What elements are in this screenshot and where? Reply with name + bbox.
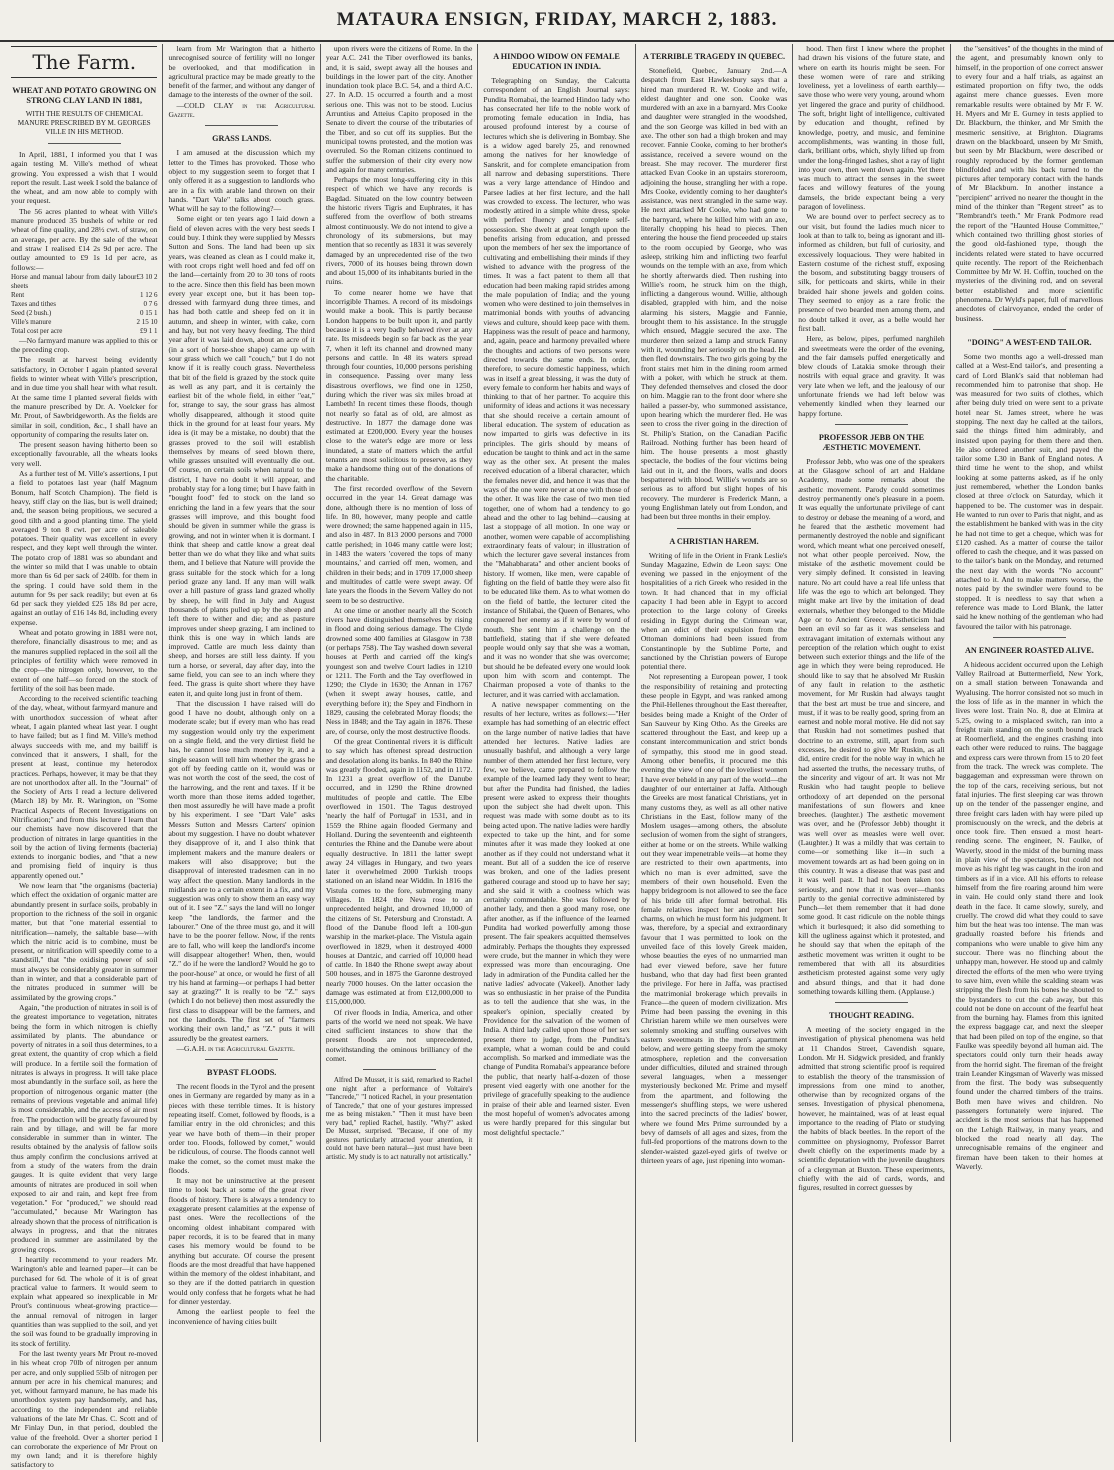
section-title-farm: The Farm. [11, 46, 157, 78]
article-paragraph: learn from Mr Warington that a hitherto unrecognised source of fertility will no longer be overlooked, and that modification in agricultural practice may be made greatly to the benefit of the farmer, and without any danger of damage to the interests of the owner of the soil. [168, 44, 315, 100]
article-paragraph: We are bound over to perfect secrecy as to our visit, but found the ladies much nicer to look at than to talk to, being as ignorant and ill-informed as children, but full of curiosity, and excessively loquacious. They were habited in Eastern costume of the richest stuff, exposing the bosom, and substituting baggy trousers of silk, for petticoats and skirts, while in their braided hair shone jewels and golden coins. They seemed to enjoy as a rare frolic the presence of two bearded men among them, and no doubt talked it over, as a belle would her first ball. [798, 212, 945, 333]
table-row: Taxes and tithes 0 7 6 [11, 299, 158, 308]
article-paragraph: To come nearer home we have that incorrigible Thames. A record of its misdoings would make a book. This is partly because London happens to be built upon it, and partly because it is a very badly behaved river at any rate. Its misdeeds begin so far back as the year 7, when it left its channel and drowned many persons and cattle. In 48 its waters spread through four counties, 10,000 persons perishing in consequence. Passing over many less disastrous overflows, we find one in 1250, during which the river was six miles broad at Lambeth! In recent times these floods, though not nearly so fatal as of old, are almost as destructive. In 1877 the damage done was estimated at £200,000. Every year the houses close to the water's edge are more or less inundated, a state of matters which the artful tenants are most solicitous to preserve, as they make a handsome thing out of the donations of the charitable. [325, 287, 473, 483]
article-credit: —G.A.H. in the Agricultural Gazette. [176, 1043, 295, 1053]
table-row: Horse and manual labour from daily labour sheets £3 10 2 [11, 272, 158, 290]
column-6 [793, 44, 950, 1442]
cost-table [11, 273, 157, 336]
article-paragraph: A native newspaper commenting on the results of her lecture, writes as follows:—"Her example has had something of an electric effect on the large number of native ladies that have attended her lectures. Native ladies are unusually bashful, and although a very large number of them attended her first lecture, very few, we believe, came prepared to follow the example of the learned lady they went to hear; but after the Pundita had finished, the ladies present were asked to express their thoughts upon the subject she had dwelt upon. This request was made with some doubt as to its being acted upon. The native ladies were hardly expected to take up the hint, and for some minutes after it was made they looked at one another as if they could not understand what it meant. But all of a sudden the ice of reserve was broken, and one of the ladies present gathered courage and stood up to have her say; and she said it with a coolness which was certainly commendable. She was followed by another lady, and then a good many rose, one after another, as if the influence of the learned Pundita had worked powerfully among those present. The fair speakers acquitted themselves admirably. Perhaps the thoughts they expressed were crude, but the manner in which they were expressed was more than encouraging. One lady in admiration of the Pundita called her the native ladies' advocate (Vakeel). Another lady was so enthusiastic in her praise of the Pundita as to tell the audience that she was, in the speaker's opinion, specially created by Providence for the salvation of the women of India. A third lady called upon those of her sex present there to judge, from the Pundita's example, what a woman could be and could accomplish. So marked and immediate was the change of Pundita Romabai's appearance before the public, that nearly half-a-dozen of those present vied eagerly with one another for the privilege of gracefully speaking to the audience in praise of their able and learned sister. Even the most hopeful of women's advocates among us were hardly prepared for this singular but most delightful spectacle." [483, 699, 630, 1137]
masthead-title: MATAURA ENSIGN, FRIDAY, MARCH 2, 1883. [336, 9, 778, 30]
article-paragraph: It may not be uninstructive at the present time to look back at some of the great river floods of history. There is always a tendency to exaggerate present calamities at the expense of past ones. Were the recollections of the oncoming oldest inhabitant compared with paper records, it is to be feared that in many cases his memory would be found to be anything but accurate. Of course the present floods are the most dreadful that have happened within the memory of the oldest inhabitant, and so they are if the dotted patriarch in question would only confess that he forgets what he had for dinner yesterday. [168, 1176, 315, 1306]
article-paragraph: upon rivers were the citizens of Rome. In the year A.C. 241 the Tiber overflowed its banks, and, it is said, swept away all the houses and buildings in the lower part of the city. Another inundation took place B.C. 54, and a third A.C. 27. In A.D. 15 occurred a fourth and a most serious one. This was not to be stood. Lucius Arruntius and Atteius Capito proposed in the Senate to divert the course of the tributaries of the Tiber, and so cut off its supplies. But the municipal towns protested, and the motion was overruled. So the Roman citizens continued to suffer the submersion of their city every now and again for many centuries. [325, 44, 473, 174]
article-paragraph: Telegraphing on Sunday, the Calcutta correspondent of an English Journal says: Pundita Romabai, the learned Hindoo lady who has consecrated her life to the noble work of promoting female education in India, has aroused profound interest by a course of lectures which she is delivering in Bombay. She is a widow aged barely 25, and renowned among the natives for her knowledge of Sanskrit, and for complete emancipation from all narrow and debasing superstitions. There was a very large attendance of Hindoo and Parsee ladies at her first lecture, and the hall was crowded to excess. The lecturer, who was modestly attired in a simple white dress, spoke with perfect fluency and complete self-possession. She dwelt at great length upon the benefits arising from education, and pressed upon the members of her sex the importance of cultivating and embellishing their minds if they wished to advance with the progress of the times. It was a fact patent to them all that education had been making rapid strides among the male population of India; and the young women who were destined to join themselves in matrimonial bonds with youths of advancing views and culture, should keep pace with them. Happiness was the result of peace and harmony, and, again, peace and harmony prevailed where the thoughts and actions of two persons were directed towards the same ends. In order, therefore, to secure domestic happiness, which was in itself a great blessing, it was the duty of every female to conform her habits and ways of thinking to that of her partner. To acquire this uniformity of ideas and actions it was necessary that she should receive a certain amount of liberal education. The system of education as now imparted to girls was defective in its principles. The girls should by means of education be taught to think and act in the same way as the other sex. At present the males received education of a liberal character, which the females never did, and hence it was that the ways of the one were never at one with those of the other. It was like the case of two men tied together, one of whom had a tendency to go ahead and the other to lag behind—causing at last a stoppage of all motion. In one way or another, women were capable of accomplishing extraordinary feats of valour; in illustration of which the lecturer gave several instances from the "Mahabharata" and other ancient books of history. If women, like men, were capable of fighting on the field of battle they were also fit to be educated like them. As to what women do on the field of battle, the lecturer cited the instance of Shilabai, the Queen of Benares, who conquered her enemy as if it were by word of mouth. She sent him a challenge on the battlefield, stating that if she were defeated people would only say that she was a woman, and it was no wonder that she was overcome; but should he be defeated every one would look upon him with scorn and contempt. The Chairman proposed a vote of thanks to the lecturer, and it was carried with acclamation. [483, 76, 630, 699]
article-paragraph: The present season having hitherto been so exceptionally favourable, all the wheats looks very well. [11, 440, 158, 468]
article-paragraph: A meeting of the society engaged in the investigation of physical phenomena was held at 11 Chandos Street, Cavendish square, London. Mr H. Sidgwick presided, and frankly admitted that strong scientific proof is required to establish the theory of the transmission of impressions from one mind to another, otherwise than by recognized organs of the senses. Investigation of physical phenomena, however, he maintained, was of at least equal importance to the reading of Plato or studying the habits of black beetles. In the report of the committee on physiognomy, Professor Barret dwelt chiefly on the experiments made by a scientific deputation with the juvenile daughters of a clergyman at Buxton. These experiments, chiefly with the aid of cards, words, and figures, resulted in correct guesses by [798, 1025, 945, 1193]
table-row-total: Total cost per acre £9 1 1 [11, 326, 158, 335]
article-paragraph: Stonefield, Quebec, January 2nd.—A despatch from East Hawkesbury says that a hired man murdered R. W. Cooke and wife, eldest daughter and one son. Cooke was murdered with an axe in a barnyard. Mrs Cooke and daughter were strangled in the woodshed, and the son George was killed in bed with an axe. The other son had a thigh broken and may recover. Fannie Cooke, coming to her brother's assistance, received a severe wound on the breast. She may recover. The murderer first attacked Evan Cooke in an upstairs storeroom, adjoining the house, strangling her with a rope. Mrs Cooke, evidently coming to her daughter's assistance, was next strangled in the same way. He next attacked Mr Cooke, who had gone to the barnyard, where he killed him with an axe, literally chopping his head to pieces. Then entering the house the fiend proceeded up stairs to the room occupied by George, who was asleep, striking him and inflicting two fearful wounds on the temple with an axe, from which he shortly afterwards died. Then rushing into Willie's room, he struck him on the thigh, inflicting a dangerous wound. Willie, although disabled, grappled with him, and the noise alarming his sisters, Maggie and Fannie, brought them to his assistance. In the struggle which ensued, Maggie secured the axe. The murderer then seized a lamp and struck Fanny with it, wounding her seriously on the head. He then fled downstairs. The two girls going by the front stairs met him in the dining room armed with a poker, with which he struck at them. They defended themselves and closed the door on him. Maggie ran to the front door where she hailed a passer-by, who summoned assistance, upon hearing which the murderer fled. He was seen to cross the river going in the direction of St. Philip's Station, on the Canadian Pacific Railroad. Nothing further has been heard of him. The house presents a most ghastly spectacle, the bodies of the four victims being laid out in it, and the floors, walls and doors bespattered with blood. Willie's wounds are so serious as to afford but slight hopes of his recovery. The murderer is Frederick Mann, a young Englishman lately out from London, and had been but three months in their employ. [640, 66, 788, 522]
article-paragraph: A hideous accident occurred upon the Lehigh Valley Railroad at Buttermerfield, New York, on a small station between Tonawanda and Wyalusing. The horror consisted not so much in the loss of life as in the manner in which the lives were lost. Train No. 8, due at Elmira at 5.25, owing to a misplaced switch, ran into a freight train standing on the south bound track at Roomerfield, and the engines crashing into each other were reduced to ruins. The baggage and express cars were thrown from 15 to 20 feet from the track. The wreck was complete. The baggageman and expressman were thrown on the top of the cars, receiving serious, but not fatal injuries. The first sleeping car was thrown up on the tender of the passenger engine, and three freight cars laden with hay were piled up promiscuously on the wreck, and the debris at once took fire. Then ensued a most heart-rending scene. The engineer, N. Faulke, of Waverly, stood in the midst of the burning mass in plain view of the spectators, but could not move as his right leg was caught in the iron and timbers as if in a vice. All his efforts to release himself from the fire roaring around him were in vain. He could only stand there and look death in the face. It came slowly, surely, and cruelly. The crowd did what they could to save him but the heat was too intense. The man was gradually roasted before his friends and companions who were unable to give him any succour. There was no flinching about the unhappy man, however. He stood up and calmly directed the efforts of the men who were trying to save him, even while the scalding steam was stripping the flesh from his bones he shouted to the bystanders to cut the cab away, but this could not be done on account of the fearful heat from the burning hay. Flames from this ignited the express baggage car, and next the sleeper that had been piled on top of the engine, so that Faulke was speedily beyond all human aid. The spectators could only turn their heads away from the horrid sight. The fireman of the freight train Leander Kingsman of Waverly was missed from the first. The body was subsequently found under the charred timbers of the trains. Both men have wives and children. No passengers fortunately were injured. The accident is the most serious that has happened on the Lehigh Railway, in many years, and blocked the road nearly all day. The unrecognisable remains of the engineer and fireman have been taken to their homes at Waverly. [955, 659, 1104, 1171]
article-paragraph: At one time or another nearly all the Scotch rivers have distinguished themselves by rising in flood and doing serious damage. The Clyde drowned some 400 families at Glasgow in 738 (or perhaps 758). The Tay washed down several houses at Perth and carried off the king's youngest son and twelve Court ladies in 1210 or 1211. The Forth and the Tay overflowed in 1290; the Clyde in 1630; the Annan in 1767 (when it swept away houses, cattle, and everything before it); the Spey and Findhorn in 1829, causing the celebrated Moray floods; the Ness in 1848; and the Tay again in 1876. These are, of course, only the most destructive floods. [325, 605, 473, 736]
article-paragraph: Among the earliest people to feel the inconvenience of having cities built [168, 1307, 315, 1326]
divider [205, 1059, 278, 1060]
article-paragraph: For the last twenty years Mr Prout re-moved in his wheat crop 70lb of nitrogen per annum per acre, and only supplied 55lb of nitrogen per annum per acre in his chemical manures; and yet, without farmyard manure, he has made his unorthodox system pay handsomely, and has, according to the independent and reliable valuations of the late Mr Chas. C. Scott and of Mr Finlay Dun, in that period, doubled the value of the freehold. Over a shorter period I can corroborate the experience of Mr Prout on my own land; and it is therefore highly satisfactory to [11, 1348, 158, 1470]
article-paragraph: Wheat and potato growing in 1881 were not, therefore, financially disastrous to me; and as the manures supplied replaced in the soil all the principles of fertility which were removed in the crop—the nitrogen only, however, to the extent of one half—so forced on the stock of fertility of the soil has been made. [11, 628, 158, 693]
headline-hindoo-widow: A HINDOO WIDOW ON FEMALE EDUCATION IN INDIA. [493, 52, 620, 71]
article-paragraph: In April, 1881, I informed you that I was again testing M. Ville's method of wheat growing. You expressed a wish that I would report the result. Last week I sold the balance of the wheat, and am now able to comply with your request. [11, 150, 158, 206]
article-paragraph: —No farmyard manure was applied to this or the preceding crop. [11, 335, 158, 355]
table-row: Ville's manure 2 15 10 [11, 317, 158, 326]
headline-west-end-tailor: "DOING" A WEST-END TAILOR. [967, 337, 1092, 347]
article-paragraph: According to the received scientific teaching of the day, wheat, without farmyard manure and with unorthodox succession of wheat after wheat, I again planted wheat last year. I ought to have failed; but as I find M. Ville's method always succeeds with me, and my bailiff is convinced that it answers, I shall, for the present at least, continue my heterodox practices. Perhaps, however, it may be that they are not unorthodox after all. In the "Journal" of the Society of Arts I read a lecture delivered (March 18) by Mr. R. Warington, on "Some Practical Aspects of Recent Investigations on Nitrification;" and from this lecture I learn that our chemists have now discovered that the production of nitrates in large quantities in the soil by the action of living ferments (bacteria) extends to inorganic bodies, and "that a new and promising field of inquiry is thus apparently opened out." [11, 694, 158, 880]
column-4 [478, 44, 635, 1442]
divider [205, 125, 278, 126]
article-paragraph: I heartily recommend to your readers Mr. Warington's able and learned paper—it can be purchased for 6d. The whole of it is of great practical value to farmers. It would seem to explain what appeared so inexplicable in Mr Prout's continuous wheat-growing practice—the annual removal of nitrogen in larger quantities than was supplied to the soil, and yet the soil was found to be gradually improving in its stock of fertility. [11, 1254, 158, 1348]
anecdote-paragraph: Alfred De Musset, it is said, remarked to Rachel one night after a performance of Voltaire's "Tancrede," "I noticed Rachel, in your presentation of Tancrede," that one of your gestures impressed me as being mistaken." "Then it must have been very bad," replied Rachel, hastily. "Why?" asked De Musset, surprised. "Because, if one of my gestures particularly attracted your attention, it could not have been natural—just must have been artistic. My study is to act naturally not artistically." [325, 1076, 473, 1161]
article-paragraph: Professor Jebb, who was one of the speakers at the Glasgow school of art and Haldane Academy, made some remarks about the æsthetic movement. Parody could sometimes destroy permanently one's pleasure in a poem. It was equally the unfortunate privilege of cant to destroy or debase the meaning of a word, and he feared that the æsthetic movement had permanently destroyed the noble and significant word, which meant what one perceived oneself, not what other people perceived. Now, the mistake of the æsthetic movement could be very simply defined. It consisted in leaving nature. No art could have a real life unless that life was the ego to which art belonged. They might make art live by the imitation of dead externals, whether they belonged to the Middle Age or to Ancient Greece. Æstheticism had been an evil so far as it was senseless and extravagant imitation of externals without any perception of the relation which ought to exist between such exterior things and the life of the age in which they were being reproduced. He should like to say that he absolved Mr Ruskin of any fault in relation to the æsthetic movement, for Mr Ruskin had always taught that the best art must be true and sincere, and must, if it was to be really good, spring from an earnest and noble moral motive. He did not say that Ruskin had not sometimes pushed that doctrine to an extreme, still, apart from such excesses, he desired to give Mr Ruskin, as all did, entire credit for the noble way in which he had asserted the truths, the necessary truths, of the sincerity and vigour of art. It was not Mr Ruskin who had taught people to believe orthodoxy of art depended on the personal manifestations of sun flowers and knee breeches. (laughter.) The æsthetic movement was over, and he (Professor Jebb) thought it was well over as measles were well over. (Laughter.) It was a mildly that was certain to come—or something like it—in such a movement towards art as had been going on in this country. It was a disease that was past and it was well past. It had not been taken too seriously, and now that it was over—thanks partly to the genial corrective administered by Punch—let them remember that it had done some good. It cast ridicule on the noble things which it burlesqued; it also did something to kill the ugliness against which it protested, and he should say that when the epitaph of the æsthetic movement was written it ought to be remembered that with all its absurdities æstheticism protested against some very ugly and absurd things, and that it had done something towards killing them. (Applause.) [798, 456, 945, 996]
headline-thought-reading: THOUGHT READING. [829, 1011, 914, 1021]
article-paragraph: The recent floods in the Tyrol and the present ones in Germany are regarded by many as in a pieces with these terrible times. It is history repeating itself. Comet, followed by floods, is a familiar entry in the old chronicles; and this year we have both of them—in their proper order too. Floods, followed by comet," would be ridiculous, of course. The floods cannot well make the comet, so the comet must make the floods. [168, 1082, 315, 1175]
divider [993, 329, 1067, 330]
article-paragraph: Of river floods in India, America, and other parts of the world we need not speak. We have cited sufficient instances to show that the present floods are not unprecedented, notwithstanding the ominous brilliancy of the comet. [325, 1007, 473, 1064]
divider [835, 424, 908, 425]
subhead-wheat-potato: WITH THE RESULTS OF CHEMICAL MANURE PRESCRIBED BY M. GEORGES VILLE IN HIS METHOD. [17, 110, 151, 136]
column-5 [636, 44, 793, 1442]
article-paragraph: Again, "the production of nitrates in soil is of the greatest importance to vegetation, nitrates being the form in which nitrogen is chiefly assimilated by plants. The abundance or poverty of nitrates in a soil thus determines, to a great extent, the quantity of crop which a field will produce. In a fertile soil the formation of nitrates is always in progress. It will take place most abundantly in the surface soil, as here the proportion of nitrogenous organic matter (the remains of previous vegetable and animal life) is most considerable, and the access of air most free. The production will be greatly favoured by rain and by tillage, and will be far more considerable in summer than in winter. The results obtained by the analysis of fallow soils thus amply confirm the conclusions arrived at from a study of the waters from the drain gauges. It is quite evident that very large amounts of nitrates are produced in soil when exposed to air and rain, and kept free from vegetation." For "produced," we should read "accumulated," because Mr Warington has already shown that the process of nitrification is always in progress, and that the nitrates produced in summer are assimilated by the growing crops. [11, 1002, 158, 1254]
masthead [0, 0, 1114, 42]
article-paragraph: Some eight or ten years ago I laid down a field of eleven acres with the very best seeds I could buy. I think they were supplied by Messrs Sutton and Sons. The land had been up six years, was cleaned as clean as I could make it, with root crops right well hoed and fed off on the land—certainly from 20 to 30 tons of roots to the acre. Since then this field has been mown every year except one, but it has been top-dressed with farmyard dung three times, and has had both cattle and sheep fed on it in autumn, and sheep in winter, with cake, corn and hay, but not very heavy feeding. The third year after it was laid down, about an acre of it (in a sort of horse-shoe shape) came up with sour grass which we call "couch," but I do not know if it is really couch grass. Nevertheless that bit of the field is grazed by the stock quite as well as any part, and it is certainly the earliest bit of the whole field, in either "eat," for, strange to say, the sour grass has almost wholly disappeared, although it stood quite thick in the ground for at least four years. My idea is (it may be a mistake, no doubt) that the grasses proved to the soil will establish themselves by means of seed blown there, while grasses unsuited will eventually die out. Of course, on certain soils when natural to the district, I have no doubt it will appear, and probably stay for a long time; but I have faith in "bought food" fed to stock on the land so enriching the land in a few years that the sour grasses will improve, and this bought food should be given in summer while the grass is growing, and not in winter when it is dormant. I think that sheep and cattle know a great deal better than we do what they like and what suits them, and I believe that Nature will provide the grass suitable for the stock which for a long period graze any land. If any man will walk over a hill pasture of grass land grazed wholly by sheep, he will find in July and August thousands of plants pulled up by the sheep and left there to wither and die; and as pasture improves under sheep grazing, I am inclined to think this is one way in which lands are improved. Cattle are much less dainty than sheep, and horses are still less dainty. If you turn a horse, or several, day after day, into the same field, you can see to an inch where they feed. The grass is quite short where they have eaten it, and quite long just in front of them. [168, 214, 315, 698]
table-row: Seed (2 bush.) 0 15 1 [11, 308, 158, 317]
headline-bypast-floods: BYPAST FLOODS. [207, 1068, 277, 1078]
article-paragraph: The first recorded overflow of the Severn occurred in the year 14. Great damage was done, although there is no mention of loss of life. In 80, however, many people and cattle were drowned; the same happened again in 115, and also in 487. In 813 2000 persons and 7000 cattle perished; in 1046 many cattle were lost; in 1483 the waters 'covered the tops of many mountains,' and carried off men, women, and children in their beds; and in 1709 17,000 sheep and multitudes of cattle were swept away. Of late years the floods in the Severn Valley do not seem to be so destructive. [325, 483, 473, 605]
column-1 [6, 44, 163, 1470]
divider [677, 528, 750, 529]
article-paragraph: The result at harvest being evidently satisfactory, in October I again planted several fields to winter wheat with Ville's prescription, and in due time you shall hear with what result. At the same time I planted several fields with the manure prescribed by Dr. A. Voelcker for Mr. Prout, of Sawbridgeworth. As the fields are similar in soil, condition, &c., I shall have an opportunity of comparing the results later on. [11, 355, 158, 439]
column-3 [321, 44, 478, 1442]
newspaper-columns [6, 44, 1108, 1470]
article-paragraph: Not representing a European power, I took the responsibility of retaining and protecting these people in Egypt, and was ranked among the Phil-Hellenes throughout the East thereafter, besides being made a Knight of the Order of San Sauveur by King Otho. As the Greeks are scattered throughout the East, and keep up a constant intercommunication and strict bonds of sympathy, this stood me in good stead. Among other benefits, it procured me this evening the view of one of the loveliest women I have ever beheld in any part of the world—the daughter of our entertainer at Jaffa. Although the Greeks are most fanatical Christians, yet in many customs they, as well as all other native Christians in the East, follow many of the Moslem usages—among others, the absolute seclusion of women from the sight of strangers, either at home or on the streets. While walking out they wear impenetrable veils—at home they are restricted to their own apartments, into which no man is ever admitted, save the members of their own household. Even the happy bridegroom is not allowed to see the face of his bride till after formal betrothal. His female relatives inspect her and report her charms, on which he must form his judgment. It was, therefore, by a special and extraordinary favour that I was permitted to look on the unveiled face of this lovely Greek maiden, whose beauties the eyes of no unmarried man had ever viewed before, save her future husband, who that day had first been granted the privilege. For here in Jaffa, was practised the matrimonial brokerage which prevails in France—the queen of modern civilization. Mrs Prime had been passing the evening in this Christian harem while we men ourselves were solemnly smoking and stuffing ourselves with eastern sweetmeats in the men's apartment below, and were getting sleepy from the smoky atmosphere, repletion and the conversation under difficulties, diluted and strained through several languages, when a messenger mysteriously beckoned Mr. Prime and myself from the apartment, and following the messenger's shuffling steps, we were ushered into the sacred precincts of the ladies' bower, where we found Mrs Prime surrounded by a bevy of damsels of all ages and sizes, from the full-fed proportions of the matrons down to the slender-waisted gazel-eyed girls of twelve or thirteen years of age, just ripening into woman- [640, 672, 788, 1165]
headline-christian-harem: A CHRISTIAN HAREM. [669, 536, 759, 546]
column-2 [163, 44, 320, 1442]
headline-quebec-tragedy: A TERRIBLE TRAGEDY IN QUEBEC. [643, 52, 786, 61]
column-7 [951, 44, 1108, 1442]
article-paragraph: I am amused at the discussion which my letter to the Times has provoked. Those who object to my suggestion seem to forget that I only offered it as a suggestion to landlords who are in a fix with arable land thrown on their hands. "Dart Vale" talks about couch grass. What will he say to the following?— [168, 148, 315, 214]
table-row: Rent 1 12 6 [11, 290, 158, 299]
divider [993, 637, 1067, 638]
article-paragraph: The 56 acres planted to wheat with Ville's manure produced 35 bushels of white or red wheat of fine quality, and 28½ cwt. of straw, on an average, per acre. By the sale of the wheat and straw I realised £14 2s 9d per acre. The outlay amounted to £9 1s 1d per acre, as follows:— [11, 206, 158, 272]
article-paragraph: We now learn that "the organisms (bacteria) which effect the oxidation of organic matter are abundantly present in surface soils, probably in proportion to the richness of the soil in organic matter, but that "one material essential to nitrification—namely, the saltable base—with which the nitric acid is to combine, must be present, or nitrification will speedily come to a standstill," that "the oxidising power of soil must always be considerably greater in summer than in winter, and that a considerable part of the nitrates produced in summer will be assimilated by the growing crops." [11, 881, 158, 1002]
article-paragraph: Writing of life in the Orient in Frank Leslie's Sunday Magazine, Edwin de Leon says: One evening we passed in the enjoyment of the hospitalities of a rich Greek who resided in the town. It had chanced that in my official capacity I had been able in Egypt to accord protection to the large colony of Greeks residing in Egypt during the Crimean war, when an edict of their expulsion from the Ottoman dominions had been issued from Constantinople by the Sublime Porte, and sanctioned by the Christian powers of Europe potential there. [640, 550, 788, 672]
article-credit: —COLD CLAY in the Agricultural Gazette. [168, 100, 315, 120]
headline-engineer-roasted: AN ENGINEER ROASTED ALIVE. [964, 645, 1094, 655]
divider [363, 1069, 436, 1070]
headline-grass-lands: GRASS LANDS. [212, 134, 272, 144]
divider [48, 143, 121, 144]
article-paragraph: Of the great Continental rivers it is difficult to say which has oftenest spread destruction and desolation along its banks. In 840 the Rhine was greatly flooded, again in 1152, and in 1172. In 1231 a great overflow of the Danube occurred, and in 1290 the Rhine drowned multitudes of people and cattle. The Elbe overflowed in 1501. The Tagus destroyed 'nearly the half of Portugal' in 1531, and in 1559 the Rhine again flooded Germany and Holland. During the seventeenth and eighteenth centuries the Rhine and the Danube were about equally destructive. In 1811 the latter swept away 24 villages in Hungary, and two years later it overwhelmed 2000 Turkish troops stationed on an island near Widdin. In 1816 the Vistula comes to the fore, submerging many villages. In 1824 the Neva rose to an unprecedented height, and drowned 10,000 of the citizens of St. Petersburg and Cronstadt. A flood of the Danube flood left a 100-gun warship in the market-place. The Vistula again overflowed in 1829, when it destroyed 4000 houses at Dantzic, and carried off 10,000 head of cattle. In 1840 the Rhone swept away about 500 houses, and in 1875 the Garonne destroyed nearly 7000 houses. On the latter occasion the damage was estimated at from £12,000,000 to £15,000,000. [325, 736, 473, 1007]
article-paragraph: the "sensitives" of the thoughts in the mind of the agent, and presumably known only to himself, in the proportion of one correct answer to every four and a half trials, as against an estimated proportion on fifty two, the odds against mere chance guesses. Even more remarkable results were obtained by Mr F. W. H. Myers and Mr E. Gurney in tests applied to Dr. Blackburn, the thinker, and Mr Smith the mesmeric sensitive, at Brighton. Diagrams drawn on the blackboard, unseen by Mr Smith, but seen by Mr Blackburn, were described or roughly reproduced by the former gentleman blindfolded and with his back turned to the pictures after temporary contact with the hands of Mr Blackburn. In another instance a "percipient" arrived no nearer the thought in the mind of the thinker than "Regent street" as to "Rembrandt's teeth." Mr Frank Podmore read the report of the "Haunted House Committee," which contained two thrilling ghost stories of the good old-fashioned type, though the incidents related were stated to have occurred quite recently. The report of the Reichenbach Committee by Mr W. H. Coffin, touched on the mysteries of the divining rod, and on several better established and more scientific phenomena. Dr Wyld's paper, full of marvellous anecdotes of clairvoyance, ended the order of business. [955, 44, 1104, 323]
headline-wheat-potato: WHEAT AND POTATO GROWING ON STRONG CLAY LAND IN 1881, [12, 86, 157, 105]
article-paragraph: Here, as below, pipes, perfumed narghileh and sweetmeats were the order of the evening, and the fair damsels puffed energetically and blew clouds of Latakia smoke through their nostrils with equal grace and gravity. It was very late when we left, and the jealousy of our unfortunate friends we had left below was vehemently kindled when they learned our happy fortune. [798, 334, 945, 418]
article-paragraph: That the discussion I have raised will do good I have no doubt, although only on a moderate scale; but if every man who has read my suggestion would only try the experiment on a single field, and the very dirtiest field he has, he cannot lose much money by it, and a single season will tell him whether the grass he got off by feeding cattle on it, would was or was not worth the cost of the seed, the cost of the harrowing, and the rent and taxes. If it be worth more than those items added together, then most assuredly he will have made a profit by his experiment. I see "Dart Vale" asks Messrs Sutton and Messrs Carters' opinion about my suggestion. I have no doubt whatever they disapprove of it, and I also think that implement makers and the manure dealers or makers will also disapprove; but the disapproval of interested tradesmen can in no way affect the question. Many landlords in the midlands are to a certain extent in a fix, and my suggestion was only to show them an easy way out of it. I see "Z." says the land will no longer keep "the landlords, the farmer and the labourer." One of the three must go, and it will have to be the poorer fellow. Now, if the rents are to fall, who will keep the landlord's income will disappear altogether! When, then, would "Z." do if he were the landlord? Would he go to the poor-house" at once, or would he first of all try his hand at farming—or perhaps I had better say at grazing?" It is really to be "Z." says (which I do not believe) then most assuredly the first class to disappear will be the farmers, and not the landlords. The first set of "farmers working their own land," as "Z." puts it will assuredly be the greatest earners. [168, 698, 315, 1043]
article-paragraph: As a further test of M. Ville's assertions, I put a field to potatoes last year (half Magnum Bonum, half Scotch Champion). The field is heavy, stiff clay on the lias, but is well drained; and, the season being propitious, we secured a good tilth and a good planting time. The yield averaged 9 ton 8 cwt. per acre of saleable potatoes. Their quality was excellent in every respect, and they kept well through the winter. The potato crop of 1881 was so abundant and the winter so mild that I was unable to obtain more than 6s 6d per sack of 240lb. for them in the spring. I could have sold them in the autumn for 9s per sack readily; but even at 6s 6d per sack they yielded £25 18s 8d per acre, against an outlay of £16 14s 8d, including every expense. [11, 469, 158, 627]
article-paragraph: hood. Then first I knew where the prophet had drawn his visions of the future state, and where on earth its houris might be seen. For these women were of rare and striking loveliness, yet a loveliness of earth earthly—save those who were very young, around whom yet lingered the grace and purity of childhood. The soft, bright light of intelligence, cultivated by education and thought, refined by knowledge, poetry, and music, and feminine accomplishments, was wanting in those full, dark, brilliant orbs, which, shyly lifted up from under the long-fringed lashes, shot a ray of light into your own, then went down again. Yet there was much to attract the senses in the sweet faces and willowy features of the young damsels, the bride expectant being a very paragon of loveliness. [798, 44, 945, 212]
article-paragraph: Some two months ago a well-dressed man called at a West-End tailor's, and presenting a card of Lord Blank's said that nobleman had recommended him to patronise that shop. He was measured for two suits of clothes, which after being duly tried on were sent to a private hotel near St. James street, where he was stopping. The next day he called at the tailors, said the things fitted him admirably, and insisted upon paying for them there and then. He also ordered another suit, and payed the tailor some L30 in Bank of England notes. A third time he went to the shop, and whilst looking at some patterns asked, as if he only just remembered, whether the London banks closed at three o'clock on Saturday, which it happened to be. The customer was in despair. He wanted to run over to Paris that night, and as the establishment he banked with was in the city he had not time to get a cheque, which was for £120 cashed. As a matter of course the tailor offered to cash the cheque, and it was passed on to the tailor's bank on the Monday, and returned the next day with the words "No account" attached to it. And to make matters worse, the notes paid by the swindler were found to be stopped. It is needless to say that when a reference was made to Lord Blank, the latter said he knew nothing of the gentleman who had favoured the tailor with his patronage. [955, 351, 1104, 631]
headline-professor-jebb: PROFESSOR JEBB ON THE ÆSTHETIC MOVEMENT. [818, 432, 925, 452]
divider [835, 1002, 908, 1003]
article-paragraph: Perhaps the most long-suffering city in this respect of which we have any records is Bagdad. Situated on the low country between the historic rivers Tigris and Euphrates, it has suffered from the overflow of both streams almost continuously. We do not intend to give a chronology of its submersions, but may mention that so recently as 1831 it was severely damaged by an unprecedented rise of the two rivers, 7000 of its houses being thrown down and about 15,000 of its inhabitants buried in the ruins. [325, 175, 473, 287]
